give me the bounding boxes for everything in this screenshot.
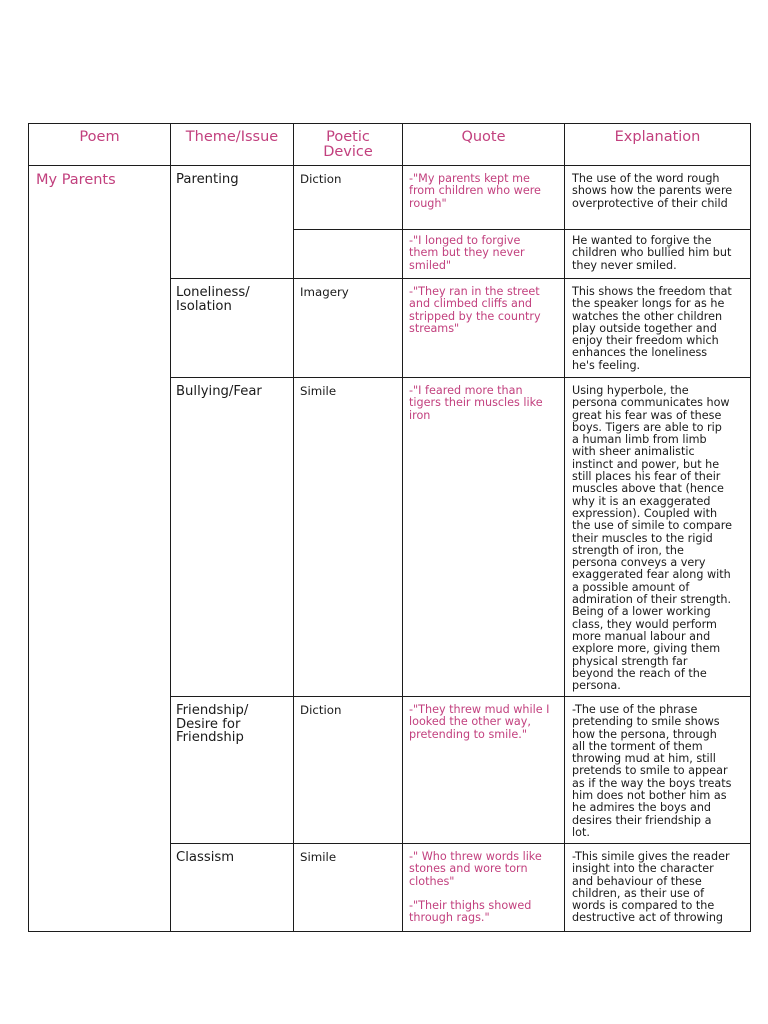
explanation-cell: Using hyperbole, the persona communicates how great his fear was of these boys. Tigers are able to rip a human limb from limb with sheer animalistic instinct and power, but he still places his fear of their muscles above that (hence why it is an exaggerated expression). Coupled with the use of simile to compare their muscles to the rigid strength of iron, the persona conveys a very exaggerated fear along with a possible amount of admiration of their strength. Being of a lower working class, they would perform more manual labour and explore more, giving them physical strength far beyond the reach of the persona. [572, 384, 732, 693]
explanation-cell: -The use of the phrase pretending to smile shows how the persona, through all the torment of them throwing mud at him, still pretends to smile to appear as if the way the boys treats him does not bother him as he admires the boys and desires their friendship a lot. [572, 703, 732, 839]
row-divider-2 [170, 377, 751, 378]
device-cell: Simile [300, 384, 337, 398]
theme-cell: Friendship/ Desire for Friendship [176, 703, 249, 746]
theme-cell: Loneliness/ Isolation [176, 285, 250, 314]
quote-cell: -" Who threw words like stones and wore torn clothes" -"Their thighs showed through rags." [409, 850, 542, 925]
poem-title: My Parents [36, 172, 116, 188]
device-cell: Imagery [300, 285, 349, 299]
device-cell: Simile [300, 850, 337, 864]
header-poem: Poem [79, 129, 120, 145]
table-border-left [28, 123, 29, 932]
theme-cell: Classism [176, 850, 235, 865]
row-divider-1 [170, 278, 751, 279]
explanation-cell: The use of the word rough shows how the parents were overprotective of their child [572, 172, 733, 210]
row-divider-3 [170, 696, 751, 697]
header-quote: Quote [461, 129, 506, 145]
explanation-cell: He wanted to forgive the children who bullied him but they never smiled. [572, 234, 732, 272]
header-theme: Theme/Issue [185, 129, 279, 145]
device-cell: Diction [300, 172, 342, 186]
theme-cell: Parenting [176, 172, 239, 187]
header-explanation: Explanation [614, 129, 701, 145]
header-poetic-device: Poetic Device [323, 129, 373, 160]
explanation-cell: -This simile gives the reader insight into the character and behaviour of these children, as their use of words is compared to the destructive act of throwing [572, 850, 730, 925]
quote-cell: -"My parents kept me from children who were rough" [409, 172, 541, 210]
column-divider-1 [170, 123, 171, 932]
quote-cell: -"They ran in the street and climbed cliffs and stripped by the country streams" [409, 285, 541, 335]
table-border-top [28, 123, 751, 124]
header-divider [28, 165, 751, 166]
column-divider-4 [564, 123, 565, 932]
theme-cell: Bullying/Fear [176, 384, 262, 399]
table-border-bottom [28, 931, 751, 932]
column-divider-3 [402, 123, 403, 932]
row-divider-4 [170, 843, 751, 844]
quote-cell: -"I longed to forgive them but they never smiled" [409, 234, 525, 272]
quote-cell: -"They threw mud while I looked the other way, pretending to smile." [409, 703, 550, 741]
column-divider-2 [293, 123, 294, 932]
device-cell: Diction [300, 703, 342, 717]
quote-cell: -"I feared more than tigers their muscles like iron [409, 384, 543, 422]
table-border-right [750, 123, 751, 932]
row-divider-1a [293, 229, 751, 230]
explanation-cell: This shows the freedom that the speaker longs for as he watches the other children play outside together and enjoy their freedom which enhances the loneliness he's feeling. [572, 285, 732, 372]
